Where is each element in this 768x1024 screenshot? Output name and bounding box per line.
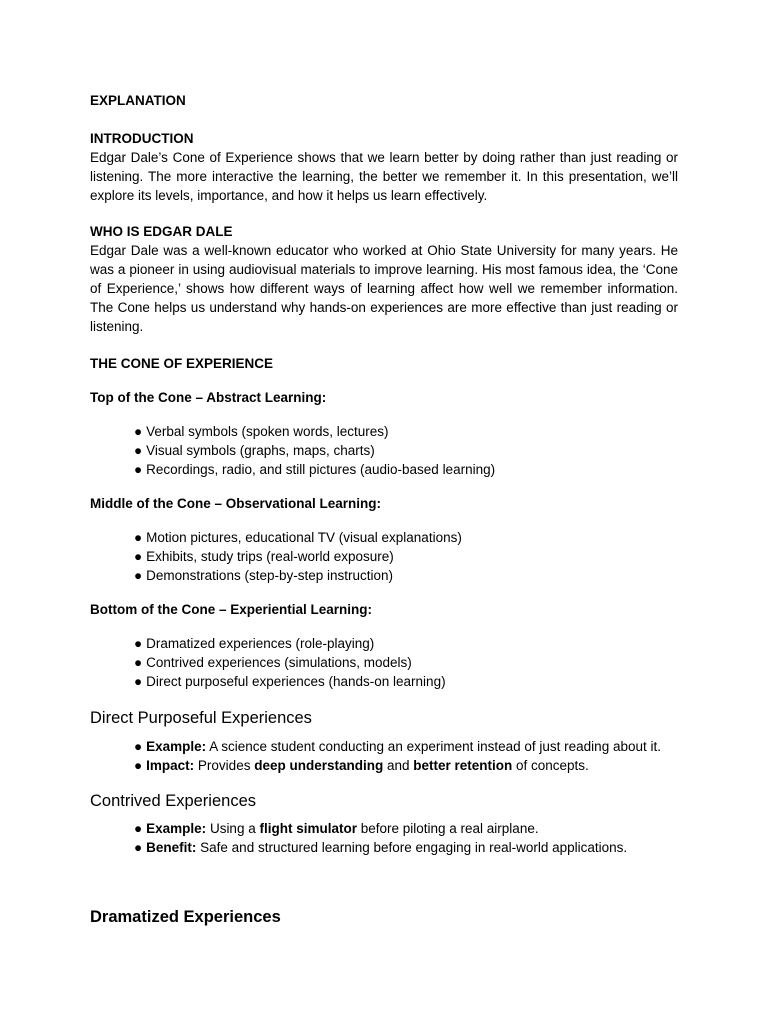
bullet-icon: ● <box>134 443 143 458</box>
cone-of-experience-heading: THE CONE OF EXPERIENCE <box>90 356 274 371</box>
top-of-cone-list <box>134 422 495 479</box>
contrived-experiences-list <box>134 819 627 857</box>
top-of-cone-heading: Top of the Cone – Abstract Learning: <box>90 390 327 405</box>
list-item: ● Contrived experiences (simulations, models) <box>134 655 412 670</box>
middle-of-cone-list <box>134 528 462 585</box>
bottom-of-cone-heading: Bottom of the Cone – Experiential Learning: <box>90 602 373 617</box>
direct-purposeful-heading: Direct Purposeful Experiences <box>90 709 312 727</box>
list-item: ● Verbal symbols (spoken words, lectures) <box>134 424 389 439</box>
bullet-icon: ● <box>134 568 143 583</box>
list-item: ● Example: A science student conducting an experiment instead of just reading about it. <box>134 739 661 754</box>
bullet-icon: ● <box>134 549 143 564</box>
example-label: Example: <box>146 739 207 754</box>
benefit-label: Benefit: <box>146 840 197 855</box>
middle-of-cone-heading: Middle of the Cone – Observational Learning: <box>90 496 382 511</box>
bullet-icon: ● <box>134 655 143 670</box>
who-is-edgar-dale-heading: WHO IS EDGAR DALE <box>90 224 233 239</box>
dramatized-experiences-heading: Dramatized Experiences <box>90 908 281 926</box>
list-item: ● Visual symbols (graphs, maps, charts) <box>134 443 375 458</box>
example-label: Example: <box>146 821 207 836</box>
list-item: ● Dramatized experiences (role-playing) <box>134 636 375 651</box>
bullet-icon: ● <box>134 424 143 439</box>
bullet-icon: ● <box>134 739 143 754</box>
impact-label: Impact: <box>146 758 195 773</box>
contrived-experiences-heading: Contrived Experiences <box>90 792 256 810</box>
list-item: ● Benefit: Safe and structured learning before engaging in real-world applications. <box>134 840 628 855</box>
bottom-of-cone-list <box>134 634 446 691</box>
list-item: ● Example: Using a flight simulator before piloting a real airplane. <box>134 821 539 836</box>
bullet-icon: ● <box>134 758 143 773</box>
list-item: ● Motion pictures, educational TV (visual explanations) <box>134 530 462 545</box>
direct-purposeful-list <box>134 737 661 775</box>
list-item: ● Exhibits, study trips (real-world exposure) <box>134 549 394 564</box>
who-is-edgar-dale-paragraph: Edgar Dale was a well-known educator who worked at Ohio State University for many years. He was a pioneer in using audiovisual materials to improve learning. His most famous idea, the ‘Cone of Experience,’ shows how different ways of learning affect how well we remember information. The Cone helps us understand why hands-on experiences are more effective than just reading or listening. <box>90 243 678 334</box>
bullet-icon: ● <box>134 530 143 545</box>
introduction-paragraph: Edgar Dale’s Cone of Experience shows that we learn better by doing rather than just reading or listening. The more interactive the learning, the better we remember it. In this presentation, we’ll explore its levels, importance, and how it helps us learn effectively. <box>90 150 678 203</box>
list-item: ● Impact: Provides deep understanding and better retention of concepts. <box>134 758 589 773</box>
bullet-icon: ● <box>134 462 143 477</box>
explanation-heading: EXPLANATION <box>90 93 186 108</box>
bullet-icon: ● <box>134 636 143 651</box>
list-item: ● Direct purposeful experiences (hands-on learning) <box>134 674 446 689</box>
introduction-heading: INTRODUCTION <box>90 131 194 146</box>
list-item: ● Recordings, radio, and still pictures (audio-based learning) <box>134 462 496 477</box>
bullet-icon: ● <box>134 840 143 855</box>
bullet-icon: ● <box>134 821 143 836</box>
bullet-icon: ● <box>134 674 143 689</box>
list-item: ● Demonstrations (step-by-step instruction) <box>134 568 393 583</box>
